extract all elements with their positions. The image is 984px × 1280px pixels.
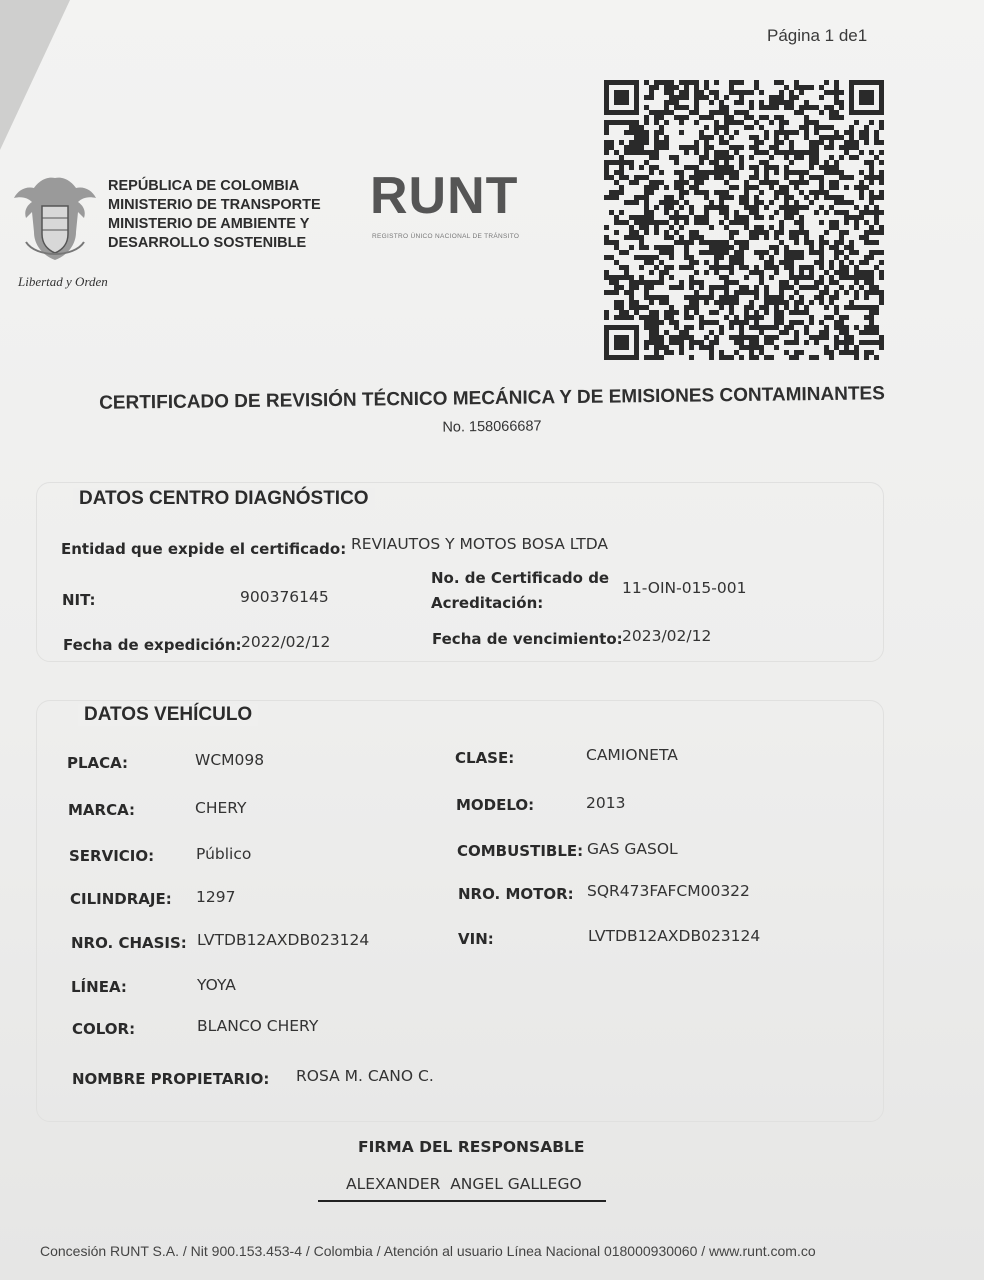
placa-value: WCM098: [195, 751, 265, 769]
vehiculo-section-title: DATOS VEHÍCULO: [78, 704, 258, 726]
qr-code: [604, 76, 884, 364]
runt-logo-subtitle: REGISTRO ÚNICO NACIONAL DE TRÁNSITO: [372, 233, 520, 240]
firma-label: FIRMA DEL RESPONSABLE: [358, 1138, 585, 1156]
vencimiento-label: Fecha de vencimiento:: [432, 630, 623, 648]
nit-value: 900376145: [240, 588, 329, 606]
runt-logo: RUNT: [370, 167, 519, 225]
entidad-value: REVIAUTOS Y MOTOS BOSA LTDA: [351, 535, 608, 553]
expedicion-value: 2022/02/12: [241, 633, 331, 651]
acreditacion-label-line1: No. de Certificado de: [431, 569, 610, 587]
propietario-value: ROSA M. CANO C.: [296, 1067, 434, 1085]
expedicion-label: Fecha de expedición:: [63, 636, 242, 654]
clase-value: CAMIONETA: [586, 746, 678, 764]
vin-value: LVTDB12AXDB023124: [588, 927, 761, 945]
signature-line: [318, 1200, 606, 1202]
ministry-line: DESARROLLO SOSTENIBLE: [108, 235, 307, 251]
chasis-value: LVTDB12AXDB023124: [197, 931, 370, 949]
cilindraje-label: CILINDRAJE:: [70, 890, 172, 908]
modelo-label: MODELO:: [456, 796, 535, 814]
ministry-line: MINISTERIO DE TRANSPORTE: [108, 197, 321, 213]
footer-text: Concesión RUNT S.A. / Nit 900.153.453-4 / Colombia / Atención al usuario Línea Nacional 018000930060 / www.runt.com.co: [40, 1243, 816, 1259]
certificate-number: No. 158066687: [442, 418, 542, 436]
firma-name: ALEXANDER ANGEL GALLEGO: [346, 1175, 582, 1193]
servicio-label: SERVICIO:: [69, 847, 155, 865]
certificate-title: CERTIFICADO DE REVISIÓN TÉCNICO MECÁNICA Y DE EMISIONES CONTAMINANTES: [99, 383, 885, 414]
coat-of-arms-seal: [12, 172, 98, 272]
seal-motto: Libertad y Orden: [18, 274, 108, 289]
color-label: COLOR:: [72, 1020, 136, 1038]
acreditacion-label-line2: Acreditación:: [431, 594, 544, 612]
chasis-label: NRO. CHASIS:: [71, 934, 187, 952]
combustible-value: GAS GASOL: [587, 840, 678, 858]
linea-label: LÍNEA:: [71, 978, 127, 996]
clase-label: CLASE:: [455, 749, 515, 767]
vencimiento-value: 2023/02/12: [622, 627, 712, 645]
combustible-label: COMBUSTIBLE:: [457, 842, 584, 860]
marca-label: MARCA:: [68, 801, 135, 819]
page-corner-fold: [0, 0, 70, 150]
ministry-line: MINISTERIO DE AMBIENTE Y: [108, 216, 310, 232]
modelo-value: 2013: [586, 794, 626, 812]
cilindraje-value: 1297: [196, 888, 236, 906]
linea-value: YOYA: [197, 976, 236, 994]
color-value: BLANCO CHERY: [197, 1017, 319, 1035]
page-number: Página 1 de1: [767, 26, 868, 45]
motor-value: SQR473FAFCM00322: [587, 882, 750, 900]
entidad-label: Entidad que expide el certificado:: [61, 540, 347, 558]
qr-modules: [604, 80, 884, 360]
motor-label: NRO. MOTOR:: [458, 885, 574, 903]
vin-label: VIN:: [458, 930, 494, 948]
nit-label: NIT:: [62, 591, 96, 609]
ministry-header: [108, 177, 348, 253]
servicio-value: Público: [196, 845, 252, 863]
acreditacion-value: 11-OIN-015-001: [622, 579, 747, 597]
ministry-line: REPÚBLICA DE COLOMBIA: [108, 178, 300, 194]
centro-section-title: DATOS CENTRO DIAGNÓSTICO: [73, 488, 375, 510]
placa-label: PLACA:: [67, 754, 129, 772]
propietario-label: NOMBRE PROPIETARIO:: [72, 1070, 270, 1088]
marca-value: CHERY: [195, 799, 247, 817]
